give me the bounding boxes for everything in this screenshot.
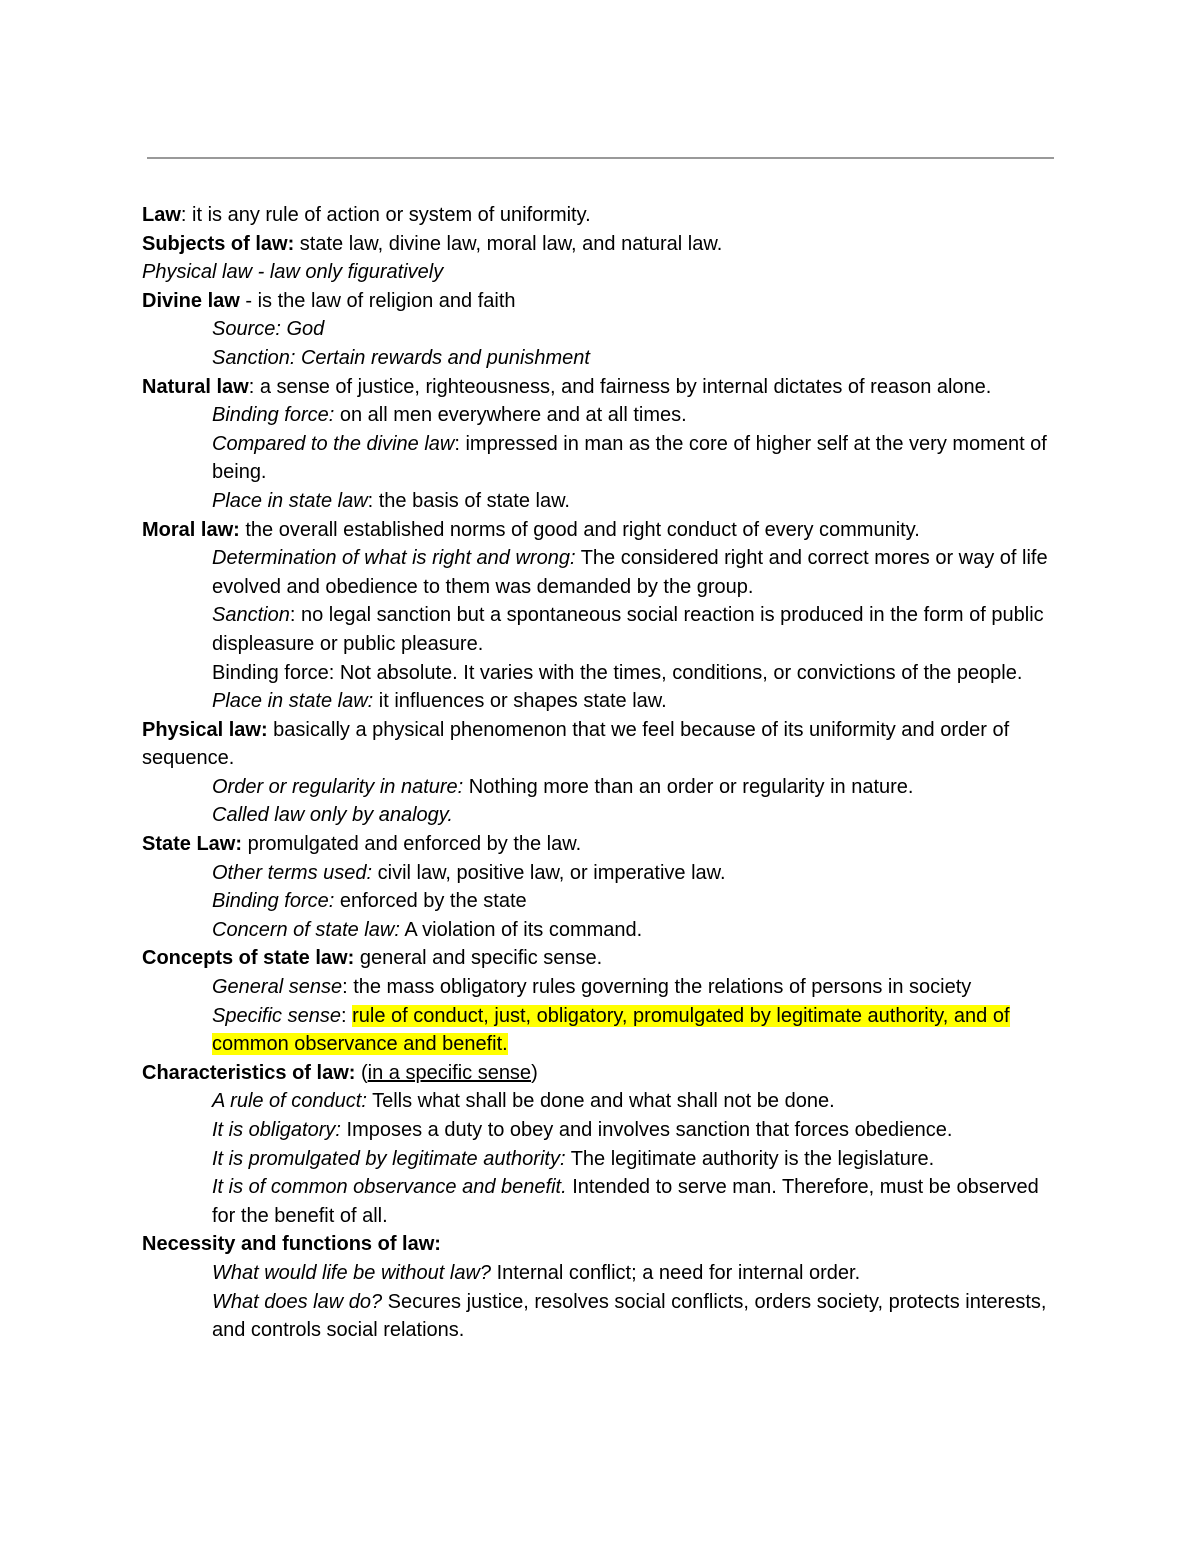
italic-label: Concern of state law: (212, 918, 400, 941)
sub-point-line (142, 659, 1067, 688)
italic-label: Specific sense (212, 1004, 341, 1027)
text-run: general and specific sense. (354, 947, 603, 970)
italic-label: Physical law - law only figuratively (142, 261, 444, 284)
text-run: A violation of its command. (399, 918, 643, 941)
italic-label: A rule of conduct: (212, 1090, 367, 1113)
term-label: Law (142, 204, 181, 226)
sub-point-line (142, 1087, 1067, 1116)
sub-point-line (142, 487, 1067, 516)
text-run: ) (531, 1061, 538, 1084)
italic-label: Place in state law (212, 489, 368, 512)
italic-label: Place in state law: (212, 690, 374, 713)
italic-label: Sanction: Certain rewards and punishment (212, 346, 590, 369)
definition-line (142, 830, 1067, 859)
italic-label: Called law only by analogy. (212, 804, 453, 827)
term-label: Characteristics of law: (142, 1061, 356, 1084)
text-run: : it is any rule of action or system of uniformity. (180, 204, 591, 226)
text-run: Imposes a duty to obey and involves sanction that forces obedience. (340, 1119, 953, 1141)
definition-line (142, 230, 1067, 259)
term-label: Moral law: (142, 518, 240, 541)
definition-line (142, 287, 1067, 316)
italic-label: It is promulgated by legitimate authority: (212, 1147, 566, 1170)
text-run: The legitimate authority is the legislature. (565, 1147, 935, 1170)
horizontal-rule (147, 157, 1054, 159)
term-label: Divine law (142, 289, 240, 312)
term-label: Concepts of state law: (142, 947, 355, 970)
text-run: enforced by the state (334, 890, 527, 913)
sub-point-line (142, 887, 1067, 916)
italic-label: Order or regularity in nature: (212, 775, 464, 798)
sub-point-line (142, 430, 1067, 487)
text-run: : a sense of justice, righteousness, and fairness by internal dictates of reason alone. (248, 375, 992, 398)
sub-point-line (142, 344, 1067, 373)
definition-line (142, 516, 1067, 545)
italic-label: Binding force: (212, 890, 335, 913)
italic-label: General sense (212, 976, 343, 999)
definition-line (142, 944, 1067, 973)
sub-point-line (142, 916, 1067, 945)
sub-point-line (142, 401, 1067, 430)
text-run: Secures justice, resolves social conflicts, orders society, protects interests, and controls social relations. (212, 1290, 1047, 1342)
text-run: The considered right and correct mores or way of life evolved and obedience to them was demanded by the group. (212, 547, 1048, 598)
italic-label: Sanction (212, 604, 290, 627)
sub-point-line (142, 1002, 1067, 1059)
sub-point-line (142, 773, 1067, 802)
text-run: : (340, 1004, 353, 1027)
sub-point-line (142, 1145, 1067, 1174)
term-label: Subjects of law: (142, 232, 295, 255)
italic-label: Binding force: (212, 404, 335, 427)
definition-line (142, 258, 1067, 287)
italic-label: Source: God (212, 318, 325, 341)
term-label: Physical law: (142, 718, 268, 741)
italic-label: What would life be without law? (212, 1261, 492, 1284)
sub-point-line (142, 1288, 1067, 1345)
text-run: - is the law of religion and faith (239, 289, 516, 312)
definition-line (142, 1059, 1067, 1088)
text-run: ( (355, 1061, 368, 1084)
text-run: Tells what shall be done and what shall not be done. (366, 1090, 835, 1113)
text-run: state law, divine law, moral law, and natural law. (294, 232, 723, 255)
highlighted-text: rule of conduct, just, obligatory, promulgated by legitimate authority, and of common observance and benefit. (212, 1004, 1010, 1056)
italic-label: Compared to the divine law (212, 432, 455, 455)
sub-point-line (142, 801, 1067, 830)
text-run: : no legal sanction but a spontaneous social reaction is produced in the form of public displeasure or public pleasure. (212, 604, 1044, 655)
text-run: : the basis of state law. (367, 489, 570, 512)
term-label: State Law: (142, 833, 243, 856)
italic-label: It is of common observance and benefit. (212, 1176, 567, 1199)
text-run: : the mass obligatory rules governing the relations of persons in society (342, 976, 972, 999)
term-label: Natural law (142, 375, 249, 398)
text-run: : impressed in man as the core of higher self at the very moment of being. (212, 432, 1047, 484)
definition-line (142, 201, 1067, 230)
text-run: promulgated and enforced by the law. (242, 833, 582, 856)
definition-line (142, 1230, 1067, 1259)
italic-label: Other terms used: (212, 861, 373, 884)
sub-point-line (142, 544, 1067, 601)
sub-point-line (142, 973, 1067, 1002)
sub-point-line (142, 1116, 1067, 1145)
sub-point-line (142, 859, 1067, 888)
text-run: Binding force: Not absolute. It varies with the times, conditions, or convictions of the people. (212, 661, 1023, 684)
italic-label: It is obligatory: (212, 1119, 341, 1141)
text-run: the overall established norms of good and right conduct of every community. (239, 518, 920, 541)
text-run: it influences or shapes state law. (373, 690, 667, 713)
term-label: Necessity and functions of law: (142, 1233, 441, 1256)
italic-label: What does law do? (212, 1290, 383, 1313)
text-run: Internal conflict; a need for internal order. (491, 1261, 861, 1284)
text-run: Intended to serve man. Therefore, must be observed for the benefit of all. (212, 1176, 1039, 1227)
sub-point-line (142, 687, 1067, 716)
sub-point-line (142, 315, 1067, 344)
document-body (142, 201, 1067, 1345)
sub-point-line (142, 601, 1067, 658)
italic-label: Determination of what is right and wrong: (212, 547, 576, 570)
sub-point-line (142, 1173, 1067, 1230)
definition-line (142, 716, 1067, 773)
sub-point-line (142, 1259, 1067, 1288)
text-run: on all men everywhere and at all times. (334, 404, 687, 427)
text-run: basically a physical phenomenon that we feel because of its uniformity and order of sequence. (142, 718, 1010, 770)
definition-line (142, 373, 1067, 402)
underlined-text: in a specific sense (367, 1061, 532, 1084)
text-run: civil law, positive law, or imperative law. (372, 861, 726, 884)
text-run: Nothing more than an order or regularity in nature. (463, 775, 914, 798)
